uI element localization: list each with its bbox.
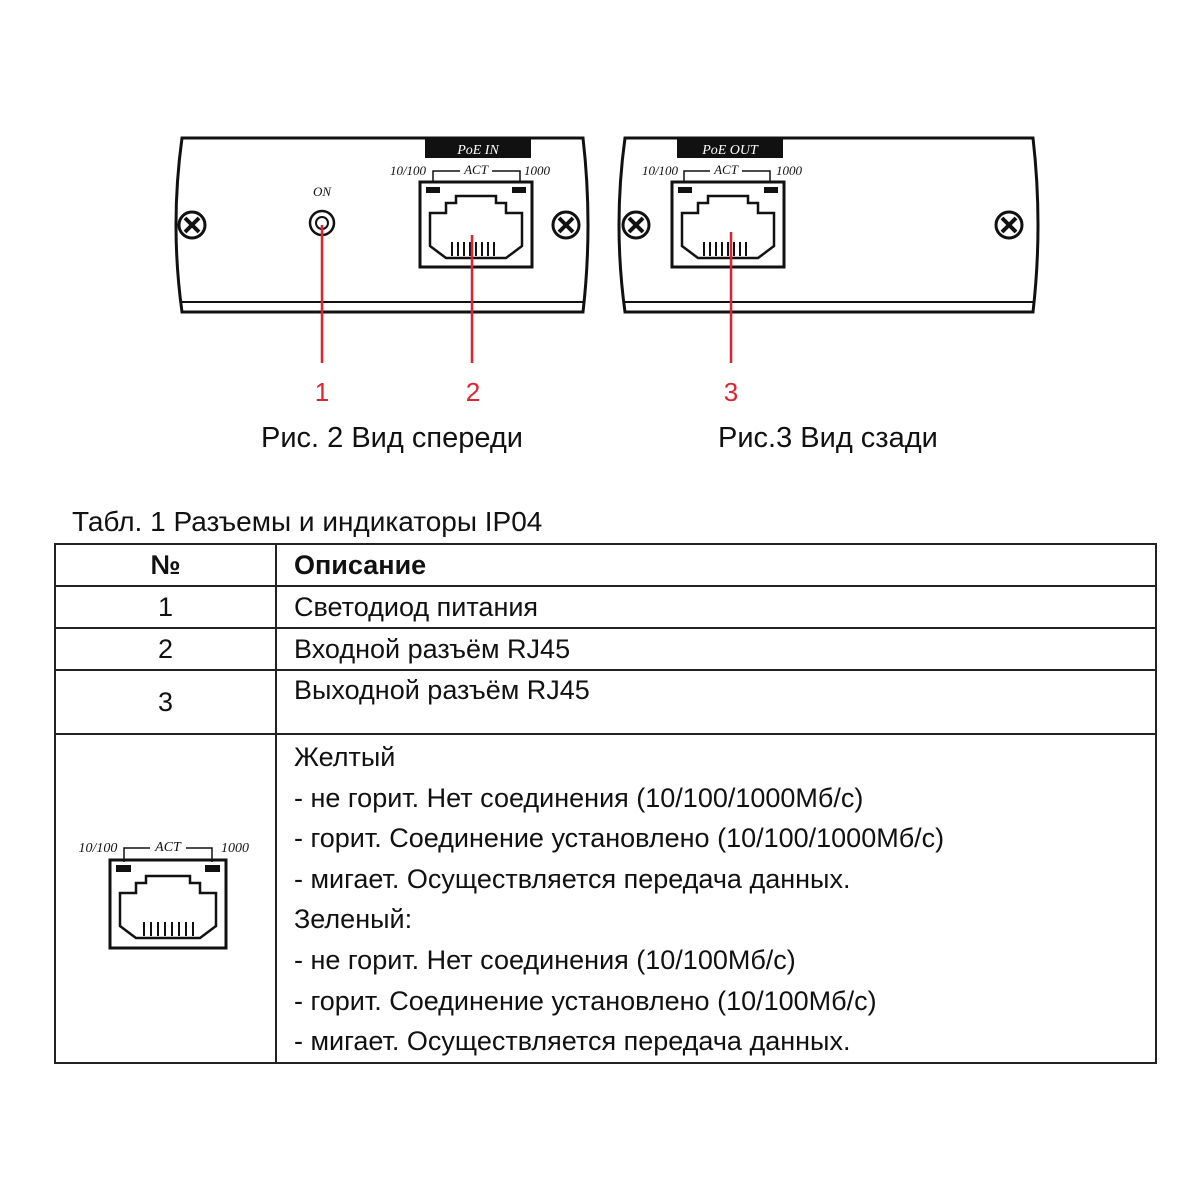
indicator-icon-cell	[55, 734, 276, 1063]
rj45-port-icon	[672, 182, 784, 267]
port-label: PoE OUT	[702, 143, 758, 158]
legend-line: - не горит. Нет соединения (10/100/1000Мб/с)	[294, 782, 864, 813]
screw-icon	[996, 212, 1022, 238]
row-desc: Светодиод питания	[276, 586, 1156, 628]
screw-icon	[179, 212, 205, 238]
legend-line: - мигает. Осуществляется передача данных.	[294, 1026, 851, 1057]
screw-icon	[623, 212, 649, 238]
callout-number-1: 1	[314, 377, 330, 407]
act-label: ACT	[714, 162, 738, 177]
speed-right-label: 1000	[776, 163, 802, 178]
table-header-row	[55, 544, 1156, 586]
led-label: ON	[312, 184, 332, 199]
speed-right-label: 1000	[524, 163, 550, 178]
legend-line: Желтый	[294, 742, 396, 772]
header-num: №	[55, 544, 276, 586]
connectors-table	[54, 543, 1157, 1064]
table-row	[55, 670, 1156, 734]
table-title: Табл. 1 Разъемы и индикаторы IP04	[72, 506, 543, 537]
indicator-description	[276, 734, 1156, 1063]
indicator-row	[55, 734, 1156, 1063]
legend-line: - не горит. Нет соединения (10/100Мб/с)	[294, 944, 796, 975]
front-view-caption: Рис. 2 Вид спереди	[261, 422, 523, 454]
legend-line: - горит. Соединение установлено (10/100/1000Мб/с)	[294, 823, 945, 854]
header-desc: Описание	[276, 544, 1156, 586]
row-num: 1	[55, 586, 276, 628]
rj45-port-icon	[420, 182, 532, 267]
legend-line: - мигает. Осуществляется передача данных.	[294, 863, 851, 894]
port-label: PoE IN	[457, 143, 499, 158]
row-desc: Выходной разъём RJ45	[276, 670, 1156, 734]
table-row	[55, 586, 1156, 628]
speed-left-label: 10/100	[389, 163, 427, 178]
act-label: ACT	[464, 162, 488, 177]
table-row	[55, 628, 1156, 670]
rear-panel-drawing	[600, 0, 1060, 420]
legend-line: - горит. Соединение установлено (10/100Мб/с)	[294, 985, 877, 1016]
row-num: 3	[55, 670, 276, 734]
rear-view-caption: Рис.3 Вид сзади	[718, 422, 938, 454]
speed-left-label: 10/100	[641, 163, 679, 178]
callout-number-3: 3	[723, 377, 739, 407]
icon-speed-left-label: 10/100	[78, 841, 117, 857]
screw-icon	[553, 212, 579, 238]
row-num: 2	[55, 628, 276, 670]
row-desc: Входной разъём RJ45	[276, 628, 1156, 670]
rj45-indicator-icon	[76, 838, 256, 958]
callout-number-2: 2	[465, 377, 481, 407]
front-panel-drawing	[0, 0, 600, 420]
icon-act-label: ACT	[154, 840, 181, 856]
legend-line: Зеленый:	[294, 904, 413, 935]
icon-speed-right-label: 1000	[220, 841, 249, 857]
